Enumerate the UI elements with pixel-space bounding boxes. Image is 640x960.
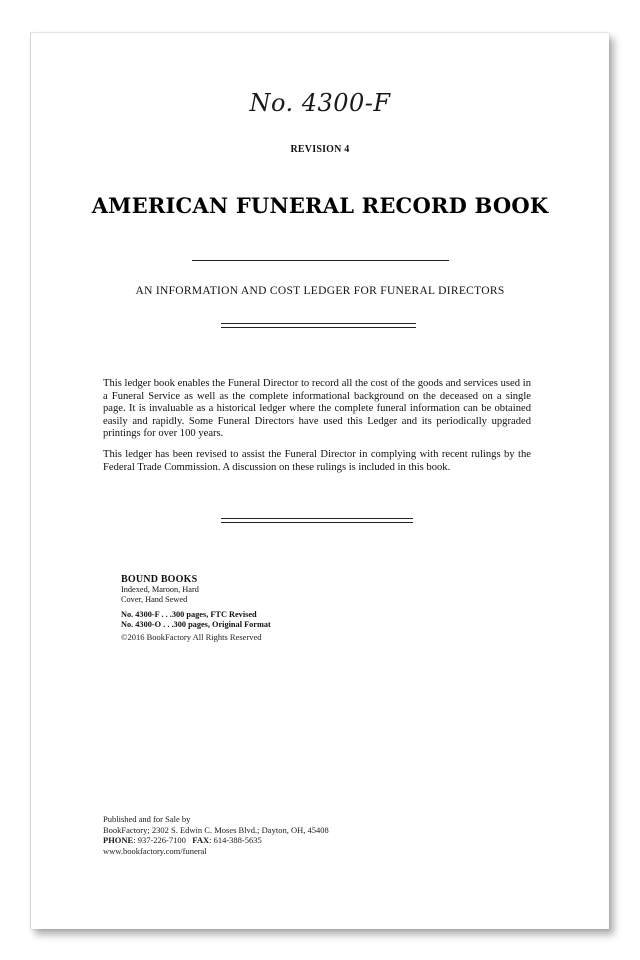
publisher-info	[103, 814, 423, 856]
bound-books-heading: BOUND BOOKS	[121, 574, 198, 585]
phone-label: PHONE	[103, 835, 134, 846]
edition-line: No. 4300-F . . .300 pages, FTC Revised	[121, 610, 257, 620]
book-cover-page	[30, 32, 609, 929]
publisher-website: www.bookfactory.com/funeral	[103, 845, 207, 856]
publisher-address: BookFactory; 2302 S. Edwin C. Moses Blvd.; Dayton, OH, 45408	[103, 824, 329, 835]
bound-books-info	[121, 574, 361, 642]
double-divider-bottom	[221, 518, 413, 523]
description-paragraph-1: This ledger book enables the Funeral Director to record all the cost of the goods and services used in a Funeral Service as well as the complete informational background on the deceased on a single page. It is invaluable as a historical ledger where the complete funeral information can be obtained easily and rapidly. Some Funeral Directors have used this Ledger and its periodically upgraded printings for over 100 years.	[103, 378, 531, 440]
publisher-contact	[103, 835, 423, 846]
bound-books-description: Cover, Hand Sewed	[121, 594, 188, 604]
book-title: AMERICAN FUNERAL RECORD BOOK	[91, 193, 549, 218]
phone-number: : 937-226-7100	[133, 835, 186, 846]
title-divider	[192, 260, 449, 261]
bound-books-description: Indexed, Maroon, Hard	[121, 585, 199, 594]
copyright-notice: ©2016 BookFactory All Rights Reserved	[121, 632, 262, 643]
fax-label: FAX	[192, 835, 210, 846]
double-divider-top	[221, 323, 416, 328]
form-number: No. 4300-F	[249, 89, 391, 117]
edition-line: No. 4300-O . . .300 pages, Original Format	[121, 619, 271, 629]
book-subtitle: AN INFORMATION AND COST LEDGER FOR FUNERAL DIRECTORS	[135, 285, 505, 297]
publisher-intro: Published and for Sale by	[103, 814, 191, 824]
fax-number: : 614-388-5635	[209, 835, 262, 846]
description-paragraph-2: This ledger has been revised to assist the Funeral Director in complying with recent rulings by the Federal Trade Commission. A discussion on these rulings is included in this book.	[103, 449, 531, 473]
revision-label: REVISION 4	[290, 144, 350, 155]
